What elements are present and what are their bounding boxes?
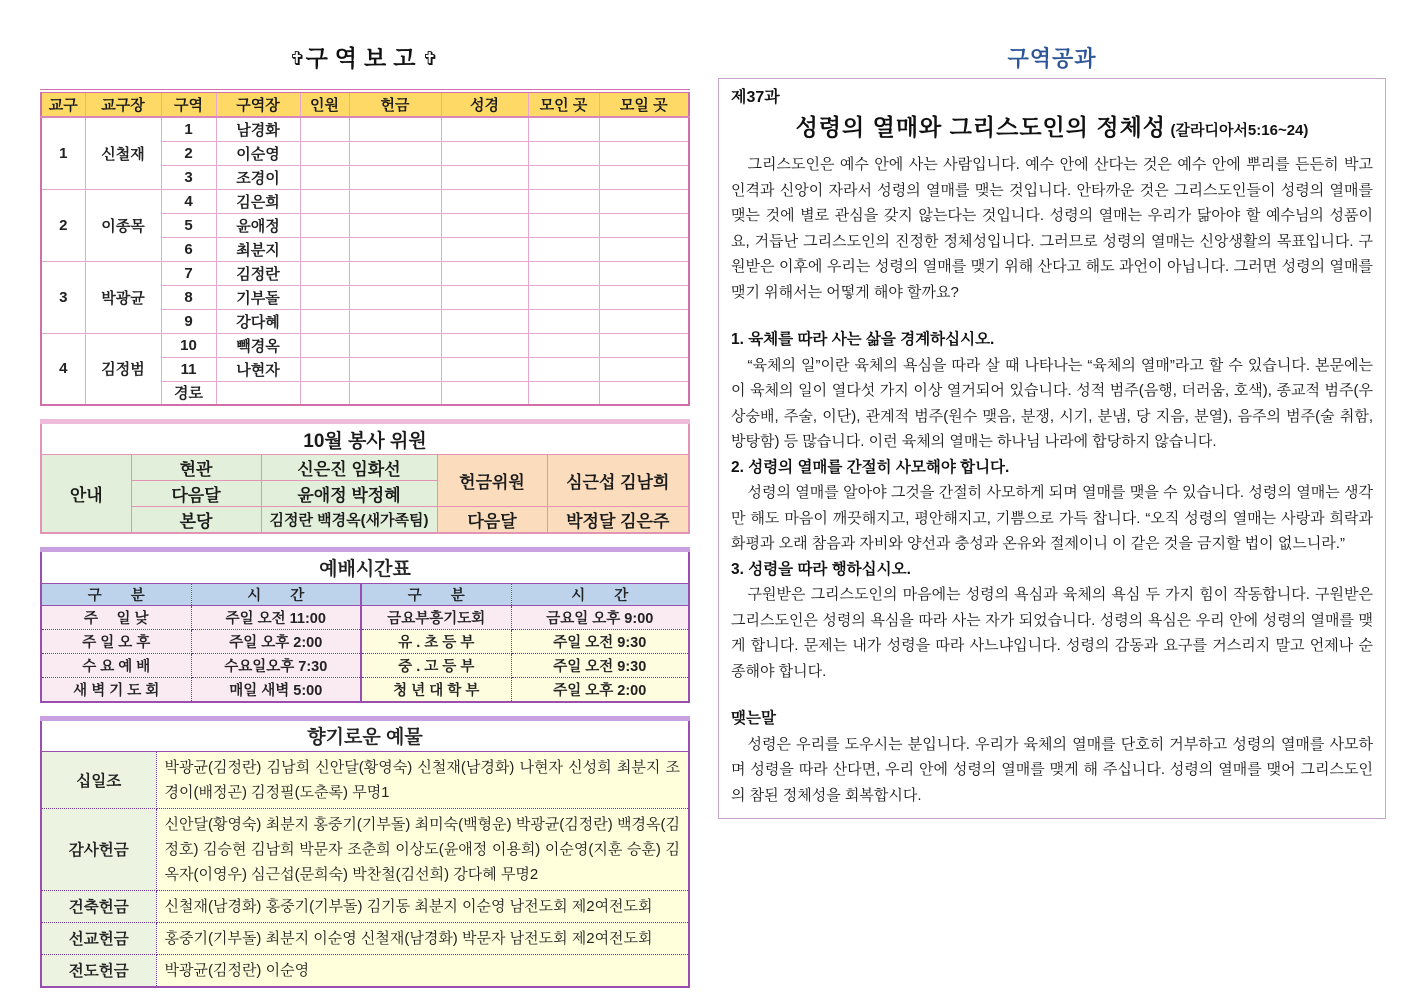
- lesson-title: [731, 109, 1373, 142]
- offering-committee-names: 심근섭 김남희: [547, 455, 689, 507]
- empty-cell: [599, 357, 689, 381]
- empty-cell: [528, 285, 599, 309]
- empty-cell: [349, 189, 441, 213]
- empty-cell: [349, 165, 441, 189]
- district-no: 9: [161, 309, 216, 333]
- conclusion-body: 성령은 우리를 도우시는 분입니다. 우리가 육체의 열매를 단호히 거부하고 성령의 열매를 사모하며 성령을 따라 산다면, 우리 안에 성령의 열매를 맺게 해 주십니다. 성령의 열매를 맺어 그리스도인의 참된 정체성을 회복합시다.: [731, 735, 1373, 804]
- lesson-scripture-ref: (갈라디아서5:16~24): [1170, 122, 1309, 139]
- next-month-label: 다음달: [131, 481, 261, 507]
- empty-cell: [349, 309, 441, 333]
- district-report-column: [40, 40, 688, 988]
- thanks-offering-label: 감사헌금: [41, 808, 156, 890]
- offering-next-names: 박정달 김은주: [547, 507, 689, 534]
- table-row: [41, 678, 689, 702]
- evangelism-offering-names: 박광균(김정란) 이순영: [156, 954, 689, 987]
- empty-cell: [599, 381, 689, 405]
- empty-cell: [528, 165, 599, 189]
- table-row: [41, 584, 689, 606]
- empty-cell: [441, 213, 528, 237]
- empty-cell: [349, 285, 441, 309]
- empty-cell: [441, 117, 528, 141]
- empty-cell: [441, 165, 528, 189]
- table-row: [41, 654, 689, 678]
- district-leader: 윤애정: [216, 213, 300, 237]
- district-no: 3: [161, 165, 216, 189]
- table-row: [41, 550, 689, 584]
- service-time: 매일 새벽 5:00: [191, 678, 361, 702]
- parish-leader: 신철재: [85, 117, 161, 189]
- col-header-parish: 교구: [41, 91, 85, 117]
- sanctuary-label: 본당: [131, 507, 261, 534]
- parish-leader: 박광균: [85, 261, 161, 333]
- district-leader: 빽경옥: [216, 333, 300, 357]
- empty-cell: [599, 261, 689, 285]
- empty-cell: [300, 309, 349, 333]
- empty-cell: [300, 237, 349, 261]
- empty-cell: [528, 261, 599, 285]
- col-header-met-place: 모인 곳: [528, 91, 599, 117]
- table-row: [41, 117, 689, 141]
- offerings-title: 향기로운 예물: [41, 718, 689, 751]
- district-leader: 김은희: [216, 189, 300, 213]
- empty-cell: [300, 333, 349, 357]
- col-header-parish-leader: 교구장: [85, 91, 161, 117]
- empty-cell: [599, 141, 689, 165]
- tithe-label: 십일조: [41, 751, 156, 808]
- tithe-names: 박광균(김정란) 김남희 신안달(황영숙) 신철재(남경화) 나현자 신성희 최분지 조경이(배정곤) 김정필(도춘록) 무명1: [156, 751, 689, 808]
- building-offering-names: 신철재(남경화) 홍중기(기부돌) 김기동 최분지 이순영 남전도회 제2여전도회: [156, 890, 689, 922]
- guide-label: 안내: [41, 455, 131, 534]
- empty-cell: [528, 357, 599, 381]
- parish-no: 2: [41, 189, 85, 261]
- mission-offering-label: 선교헌금: [41, 922, 156, 954]
- col-header-district: 구역: [161, 91, 216, 117]
- empty-cell: [441, 309, 528, 333]
- empty-cell: [349, 381, 441, 405]
- col-header-meet-place: 모일 곳: [599, 91, 689, 117]
- empty-cell: [528, 309, 599, 333]
- schedule-col-header: 구 분: [41, 584, 191, 606]
- district-no: 2: [161, 141, 216, 165]
- lesson-box: [718, 78, 1386, 819]
- schedule-col-header: 구 분: [361, 584, 511, 606]
- report-header-row: [41, 91, 689, 117]
- district-report-title-text: 구역보고: [305, 45, 423, 71]
- service-name: 중 . 고 등 부: [361, 654, 511, 678]
- service-time: 주일 오후 2:00: [511, 678, 689, 702]
- table-row: [41, 808, 689, 890]
- empty-cell: [441, 357, 528, 381]
- empty-cell: [528, 141, 599, 165]
- table-row: [41, 261, 689, 285]
- offering-committee-label: 헌금위원: [437, 455, 547, 507]
- table-row: [41, 455, 689, 481]
- district-no: 8: [161, 285, 216, 309]
- district-no: 10: [161, 333, 216, 357]
- offering-next-label: 다음달: [437, 507, 547, 534]
- empty-cell: [528, 333, 599, 357]
- sanctuary-names: 김정란 백경옥(새가족팀): [261, 507, 437, 534]
- empty-cell: [599, 213, 689, 237]
- district-report-table: [40, 89, 690, 406]
- district-leader: 강다혜: [216, 309, 300, 333]
- empty-cell: [528, 237, 599, 261]
- empty-cell: [528, 117, 599, 141]
- table-row: [41, 922, 689, 954]
- district-no: 1: [161, 117, 216, 141]
- service-time: 금요일 오후 9:00: [511, 606, 689, 630]
- district-leader: 나현자: [216, 357, 300, 381]
- table-row: [41, 422, 689, 455]
- service-time: 주일 오후 2:00: [191, 630, 361, 654]
- service-time: 주일 오전 11:00: [191, 606, 361, 630]
- empty-cell: [599, 309, 689, 333]
- empty-cell: [528, 381, 599, 405]
- table-row: [41, 751, 689, 808]
- schedule-title: 예배시간표: [41, 550, 689, 584]
- col-header-district-leader: 구역장: [216, 91, 300, 117]
- next-month-names: 윤애정 박정혜: [261, 481, 437, 507]
- service-name: 유 . 초 등 부: [361, 630, 511, 654]
- empty-cell: [349, 141, 441, 165]
- district-no: 6: [161, 237, 216, 261]
- entrance-names: 신은진 임화선: [261, 455, 437, 481]
- service-name: 주 일 낮: [41, 606, 191, 630]
- parish-leader: 김정범: [85, 333, 161, 405]
- district-no: 경로: [161, 381, 216, 405]
- schedule-col-header: 시 간: [191, 584, 361, 606]
- empty-cell: [349, 117, 441, 141]
- empty-cell: [441, 333, 528, 357]
- conclusion-heading: 맺는말: [731, 710, 776, 727]
- table-row: [41, 333, 689, 357]
- empty-cell: [441, 189, 528, 213]
- empty-cell: [300, 381, 349, 405]
- district-leader: 김정란: [216, 261, 300, 285]
- empty-cell: [300, 189, 349, 213]
- empty-cell: [599, 165, 689, 189]
- lesson-title-text: 성령의 열매와 그리스도인의 정체성: [795, 114, 1167, 140]
- service-time: 수요일오후 7:30: [191, 654, 361, 678]
- evangelism-offering-label: 전도헌금: [41, 954, 156, 987]
- cross-icon: ✞: [289, 49, 306, 70]
- district-no: 7: [161, 261, 216, 285]
- table-row: [41, 954, 689, 987]
- offerings-table: [40, 716, 690, 988]
- district-leader: 남경화: [216, 117, 300, 141]
- cross-icon: ✞: [422, 49, 439, 70]
- service-name: 청 년 대 학 부: [361, 678, 511, 702]
- empty-cell: [441, 381, 528, 405]
- col-header-attendance: 인원: [300, 91, 349, 117]
- empty-cell: [300, 117, 349, 141]
- building-offering-label: 건축헌금: [41, 890, 156, 922]
- empty-cell: [300, 285, 349, 309]
- parish-no: 1: [41, 117, 85, 189]
- thanks-offering-names: 신안달(황영숙) 최분지 홍중기(기부돌) 최미숙(백형운) 박광균(김정란) 백경옥(김정호) 김승현 김남희 박문자 조춘희 이상도(윤애정 이용희) 이순영(지훈 승훈) 김옥자(이영우) 심근섭(문희숙) 박찬철(김선희) 강다혜 무명2: [156, 808, 689, 890]
- empty-cell: [349, 237, 441, 261]
- empty-cell: [300, 261, 349, 285]
- empty-cell: [441, 261, 528, 285]
- service-time: 주일 오전 9:30: [511, 654, 689, 678]
- worship-schedule-table: [40, 547, 690, 703]
- empty-cell: [441, 237, 528, 261]
- district-leader: 기부돌: [216, 285, 300, 309]
- service-name: 금요부흥기도회: [361, 606, 511, 630]
- service-name: 주 일 오 후: [41, 630, 191, 654]
- district-no: 11: [161, 357, 216, 381]
- table-row: [41, 606, 689, 630]
- table-row: [41, 507, 689, 534]
- empty-cell: [599, 333, 689, 357]
- section-2-body: 성령의 열매를 알아야 그것을 간절히 사모하게 되며 열매를 맺을 수 있습니다. 성령의 열매는 생각만 해도 마음이 깨끗해지고, 평안해지고, 기쁨으로 가득 찹니다. “오직 성령의 열매는 사랑과 희락과 화평과 오래 참음과 자비와 양선과 충성과 온유와 절제이니 이 같은 것을 금지할 법이 없느니라.”: [731, 484, 1373, 552]
- empty-cell: [599, 189, 689, 213]
- district-leader: [216, 381, 300, 405]
- section-3-heading: 3. 성령을 따라 행하십시오.: [731, 560, 911, 578]
- service-name: 새 벽 기 도 회: [41, 678, 191, 702]
- table-row: [41, 189, 689, 213]
- schedule-col-header: 시 간: [511, 584, 689, 606]
- district-no: 5: [161, 213, 216, 237]
- empty-cell: [349, 213, 441, 237]
- parish-no: 3: [41, 261, 85, 333]
- district-leader: 이순영: [216, 141, 300, 165]
- mission-offering-names: 홍중기(기부돌) 최분지 이순영 신철재(남경화) 박문자 남전도회 제2여전도회: [156, 922, 689, 954]
- entrance-label: 현관: [131, 455, 261, 481]
- parish-leader: 이종목: [85, 189, 161, 261]
- empty-cell: [599, 285, 689, 309]
- col-header-offering: 헌금: [349, 91, 441, 117]
- empty-cell: [300, 213, 349, 237]
- empty-cell: [599, 237, 689, 261]
- empty-cell: [349, 333, 441, 357]
- service-committee-table: [40, 419, 690, 534]
- empty-cell: [349, 261, 441, 285]
- service-name: 수 요 예 배: [41, 654, 191, 678]
- empty-cell: [599, 117, 689, 141]
- parish-no: 4: [41, 333, 85, 405]
- service-time: 주일 오전 9:30: [511, 630, 689, 654]
- empty-cell: [349, 357, 441, 381]
- empty-cell: [528, 213, 599, 237]
- table-row: [41, 890, 689, 922]
- section-3-body: 구원받은 그리스도인의 마음에는 성령의 욕심과 육체의 욕심 두 가지 힘이 작동합니다. 구원받은 그리스도인은 성령의 욕심을 따라 사는 자가 되었습니다. 성령의 욕심은 우리 안에 성령의 열매를 맺게 합니다. 문제는 내가 성령을 따라 사느냐입니다. 성령의 감동과 요구를 거스리지 말고 언제나 순종해야 합니다.: [731, 586, 1373, 680]
- empty-cell: [300, 165, 349, 189]
- lesson-number: 제37과: [731, 89, 780, 106]
- lesson-column-title: 구역공과: [1007, 46, 1097, 71]
- empty-cell: [528, 189, 599, 213]
- empty-cell: [300, 357, 349, 381]
- district-leader: 조경이: [216, 165, 300, 189]
- section-1-heading: 1. 육체를 따라 사는 삶을 경계하십시오.: [731, 331, 995, 348]
- district-no: 4: [161, 189, 216, 213]
- section-2-heading: 2. 성령의 열매를 간절히 사모해야 합니다.: [731, 458, 1010, 476]
- district-report-title: [40, 40, 688, 73]
- table-row: [41, 630, 689, 654]
- section-1-body: “육체의 일”이란 육체의 욕심을 따라 살 때 나타나는 “육체의 열매”라고 할 수 있습니다. 본문에는 이 육체의 일이 열다섯 가지 이상 열거되어 있습니다. 성적 범주(음행, 더러움, 호색), 종교적 범주(우상숭배, 주술, 이단), 관계적 범주(원수 맺음, 분쟁, 시기, 분냄, 당 지음, 분열), 음주의 범주(술 취함, 방탕함) 등 많습니다. 이런 육체의 열매는 하나님 나라에 합당하지 않습니다.: [731, 356, 1373, 450]
- committee-title: 10월 봉사 위원: [41, 422, 689, 455]
- empty-cell: [441, 285, 528, 309]
- col-header-bible: 성경: [441, 91, 528, 117]
- table-row: [41, 718, 689, 751]
- district-leader: 최분지: [216, 237, 300, 261]
- empty-cell: [300, 141, 349, 165]
- lesson-intro-paragraph: 그리스도인은 예수 안에 사는 사람입니다. 예수 안에 산다는 것은 예수 안에 뿌리를 든든히 박고 인격과 신앙이 자라서 성령의 열매를 맺는 것입니다. 안타까운 것은 그리스도인들이 성령의 열매를 맺는 것에 별로 관심을 갖지 않는다는 것입니다. 성령의 열매는 우리가 닮아야 할 예수님의 성품이요, 거듭난 그리스도인의 진정한 정체성입니다. 그러므로 성령의 열매는 신앙생활의 목표입니다. 구원받은 이후에 우리는 성령의 열매를 맺기 위해 산다고 해도 과언이 아닙니다. 그러면 성령의 열매를 맺기 위해서는 어떻게 해야 할까요?: [731, 156, 1373, 301]
- empty-cell: [441, 141, 528, 165]
